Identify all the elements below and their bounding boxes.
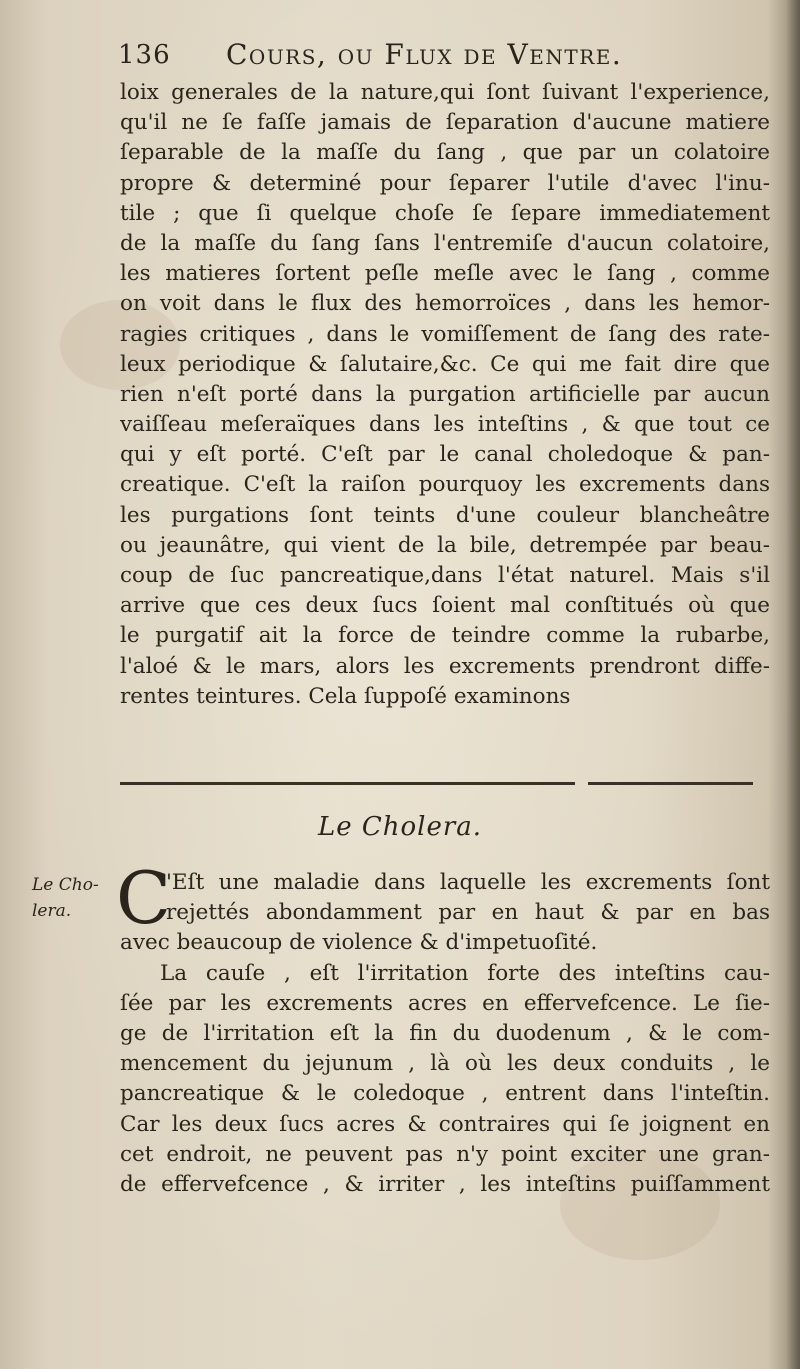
text-line: La cauſe , eſt l'irritation forte des inteſtins cau- xyxy=(160,960,770,986)
text-line: qui y eſt porté. C'eſt par le canal choledoque & pan- xyxy=(120,442,770,468)
section-divider-rule xyxy=(588,782,753,785)
text-line: ge de l'irritation eſt la fin du duodenum , & le com- xyxy=(120,1020,770,1046)
text-line: coup de ſuc pancreatique,dans l'état naturel. Mais s'il xyxy=(120,563,770,588)
text-line: arrive que ces deux ſucs ſoient mal conſtitués où que xyxy=(120,593,770,619)
text-line: de la maſſe du ſang ſans l'entremiſe d'aucun colatoire, xyxy=(120,230,770,256)
text-line: ou jeaunâtre, qui vient de la bile, detrempée par beau- xyxy=(120,532,770,558)
text-line: le purgatif ait la force de teindre comme la rubarbe, xyxy=(120,623,770,649)
text-line: 'Eſt une maladie dans laquelle les excrements ſont xyxy=(166,870,770,895)
running-title: Cours, ou Flux de Ventre. xyxy=(226,38,623,71)
text-line: Car les deux ſucs acres & contraires qui ſe joignent en xyxy=(120,1111,770,1137)
text-line: on voit dans le flux des hemorroïces , dans les hemor- xyxy=(120,291,770,317)
text-line: creatique. C'eſt la raiſon pourquoy les excrements dans xyxy=(120,472,770,498)
page-number: 136 xyxy=(118,40,171,70)
text-line: propre & determiné pour ſeparer l'utile d'avec l'inu- xyxy=(120,170,770,196)
section-title: Le Cholera. xyxy=(317,812,483,842)
page-header xyxy=(118,38,758,78)
body-paragraph xyxy=(120,78,770,712)
text-line: les purgations ſont teints d'une couleur blancheâtre xyxy=(120,502,770,528)
text-line: qu'il ne ſe faſſe jamais de ſeparation d'aucune matiere xyxy=(120,110,770,136)
text-line: leux periodique & ſalutaire,&c. Ce qui me fait dire que xyxy=(120,351,770,377)
page-edge-shadow xyxy=(786,0,800,1369)
text-line: ſeparable de la maſſe du ſang , que par un colatoire xyxy=(120,140,770,166)
margin-note-line: lera. xyxy=(32,901,72,921)
text-line: ſée par les excrements acres en effervefcence. Le ſie- xyxy=(120,990,770,1016)
text-line: mencement du jejunum , là où les deux conduits , le xyxy=(120,1051,770,1077)
text-line: loix generales de la nature,qui ſont ſuivant l'experience, xyxy=(120,80,770,105)
text-line: de effervefcence , & irriter , les inteſtins puiſſamment xyxy=(120,1171,770,1197)
text-line: les matieres ſortent peſle meſle avec le ſang , comme xyxy=(120,261,770,287)
margin-note xyxy=(32,872,99,924)
text-line: vaiſſeau meſeraïques dans les inteſtins , & que tout ce xyxy=(120,412,770,438)
text-line: avec beaucoup de violence & d'impetuoſité. xyxy=(120,930,598,956)
drop-cap: C xyxy=(116,856,172,940)
section-divider-rule xyxy=(120,782,575,785)
text-line: rentes teintures. Cela ſuppoſé examinons xyxy=(120,683,571,709)
section-paragraph xyxy=(120,868,770,1200)
text-line: tile ; que ſi quelque choſe ſe ſepare immediatement xyxy=(120,200,770,226)
margin-note-line: Le Cho- xyxy=(32,875,99,895)
text-line: rien n'eſt porté dans la purgation artificielle par aucun xyxy=(120,381,770,407)
text-line: pancreatique & le coledoque , entrent dans l'inteſtin. xyxy=(120,1081,770,1107)
text-line: l'aloé & le mars, alors les excrements prendront diffe- xyxy=(120,653,770,679)
text-line: rejettés abondamment par en haut & par en bas xyxy=(166,900,770,926)
text-line: cet endroit, ne peuvent pas n'y point exciter une gran- xyxy=(120,1141,770,1167)
text-line: ragies critiques , dans le vomiſſement de ſang des rate- xyxy=(120,321,770,347)
